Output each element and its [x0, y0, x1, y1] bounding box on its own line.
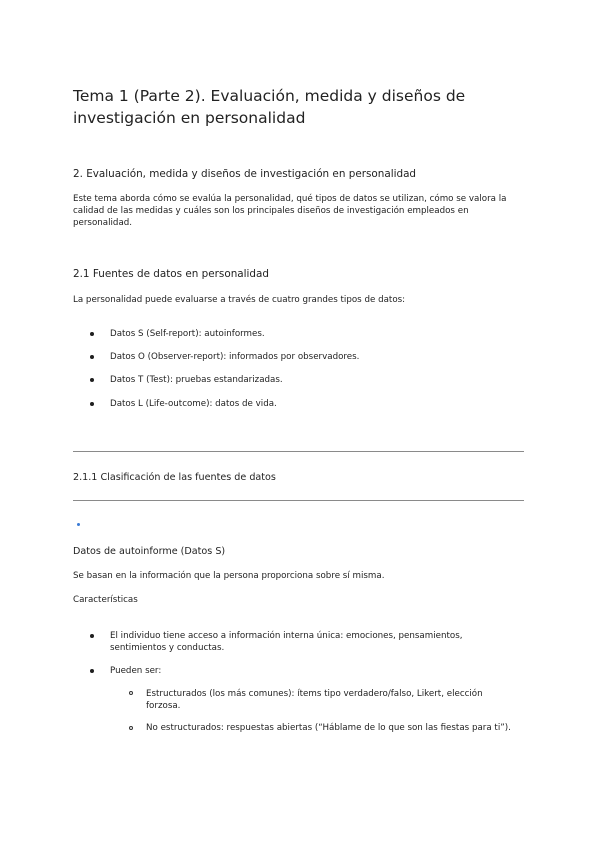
section-heading-2: 2. Evaluación, medida y diseños de investigación en personalidad [73, 168, 417, 180]
section-heading-2-1-1: 2.1.1 Clasificación de las fuentes de datos [73, 472, 276, 483]
list-item: Pueden ser: [110, 666, 162, 676]
sub-bullet-icon [129, 691, 133, 695]
bullet-icon [90, 669, 94, 673]
sub-bullet-icon [129, 726, 133, 730]
list-item: El individuo tiene acceso a información interna única: emociones, pensamientos, sentimientos y conductas. [110, 631, 463, 653]
sub-list-item: No estructurados: respuestas abiertas (“Háblame de lo que son las fiestas para ti”). [146, 723, 511, 733]
list-item: Datos S (Self-report): autoinformes. [110, 329, 265, 339]
section-2-intro: Este tema aborda cómo se evalúa la personalidad, qué tipos de datos se utilizan, cómo se valora la calidad de las medidas y cuáles son los principales diseños de investigación empleados en personalidad. [73, 194, 507, 228]
list-item: Datos L (Life-outcome): datos de vida. [110, 399, 277, 409]
bullet-icon [90, 355, 94, 359]
horizontal-divider [73, 500, 524, 501]
bullet-icon [90, 402, 94, 406]
datos-s-description: Se basan en la información que la persona proporciona sobre sí misma. [73, 571, 385, 581]
sub-list-item: Estructurados (los más comunes): ítems tipo verdadero/falso, Likert, elección forzosa. [146, 689, 483, 711]
characteristics-label: Características [73, 595, 138, 605]
datos-s-heading: Datos de autoinforme (Datos S) [73, 546, 226, 557]
section-2-1-intro: La personalidad puede evaluarse a través de cuatro grandes tipos de datos: [73, 295, 406, 305]
bullet-icon [90, 332, 94, 336]
list-item: Datos O (Observer-report): informados por observadores. [110, 352, 360, 362]
bullet-icon [90, 634, 94, 638]
section-heading-2-1: 2.1 Fuentes de datos en personalidad [73, 268, 269, 280]
blue-dot-icon [77, 523, 80, 526]
horizontal-divider [73, 451, 524, 452]
bullet-icon [90, 378, 94, 382]
document-title: Tema 1 (Parte 2). Evaluación, medida y diseños de investigación en personalidad [73, 87, 466, 127]
list-item: Datos T (Test): pruebas estandarizadas. [110, 375, 283, 385]
